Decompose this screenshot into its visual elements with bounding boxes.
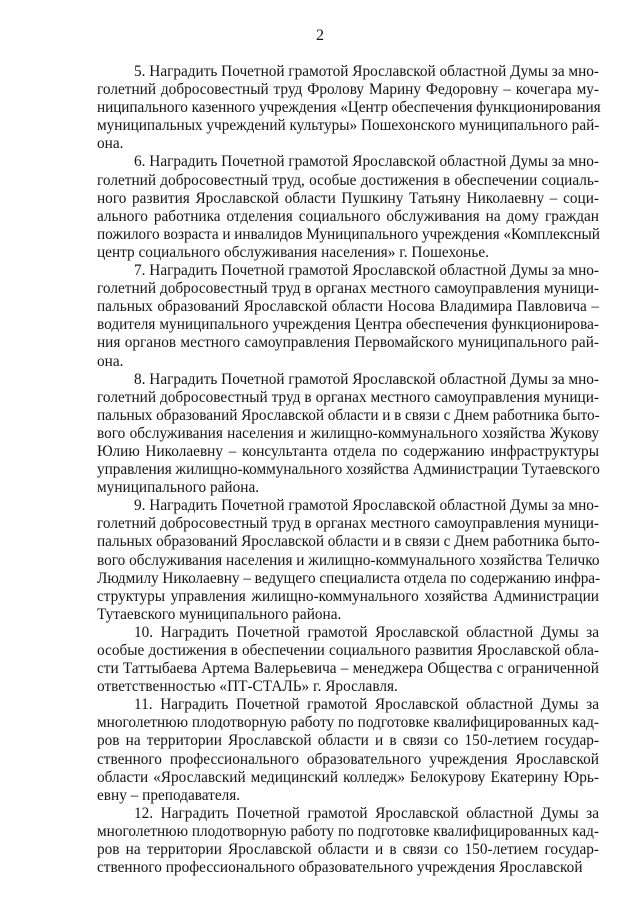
text-line: 7. Наградить Почетной грамотой Ярославской областной Думы за мно- [134, 262, 599, 280]
text-line: ального работника отделения социального обслуживания на дому граждан [97, 207, 599, 225]
text-line: управления жилищно-коммунального хозяйства Администрации Тутаевского [97, 461, 600, 479]
text-line: вого обслуживания населения и жилищно-коммунального хозяйства Жукову [97, 424, 599, 442]
paragraph [97, 262, 599, 371]
text-line: сти Таттыбаева Артема Валерьевича – менеджера Общества с ограниченной [97, 660, 599, 678]
text-line: многолетнюю плодотворную работу по подготовке квалифицированных кад- [97, 822, 599, 840]
paragraph [97, 371, 599, 498]
text-line: 12. Наградить Почетной грамотой Ярославской областной Думы за [134, 804, 599, 822]
text-line: голетний добросовестный труд в органах местного самоуправления муници- [97, 280, 599, 298]
text-line: голетний добросовестный труд Фролову Марину Федоровну – кочегара му- [97, 81, 599, 99]
text-line: 10. Наградить Почетной грамотой Ярославской областной Думы за [134, 623, 599, 641]
text-line: 9. Наградить Почетной грамотой Ярославской областной Думы за мно- [134, 497, 599, 515]
text-line: центр социального обслуживания населения» г. Пошехонье. [97, 243, 489, 261]
text-line: вого обслуживания населения и жилищно-коммунального хозяйства Теличко [97, 551, 600, 569]
text-line: пальных образований Ярославской области Носова Владимира Павловича – [97, 298, 599, 316]
text-line: Юлию Николаевну – консультанта отдела по содержанию инфраструктуры [97, 442, 599, 460]
text-line: ственного профессионального образовательного учреждения Ярославской [97, 859, 583, 877]
text-line: Людмилу Николаевну – ведущего специалиста отдела по содержанию инфра- [97, 569, 601, 587]
text-line: ния органов местного самоуправления Первомайского муниципального рай- [97, 334, 599, 352]
text-line: ного развития Ярославской области Пушкину Татьяну Николаевну – соци- [97, 189, 599, 207]
text-line: водителя муниципального учреждения Центра обеспечения функционирова- [97, 316, 599, 334]
text-line: муниципальных учреждений культуры» Пошехонского муниципального рай- [97, 117, 600, 135]
text-line: структуры управления жилищно-коммунального хозяйства Администрации [97, 587, 599, 605]
text-line: ниципального казенного учреждения «Центр обеспечения функционирования [97, 99, 601, 117]
text-line: 11. Наградить Почетной грамотой Ярославской областной Думы за [134, 696, 599, 714]
text-line: пальных образований Ярославской области и в связи с Днем работника быто- [97, 533, 600, 551]
page-number: 2 [316, 27, 324, 44]
text-line: она. [97, 135, 124, 153]
text-line: ответственностью «ПТ-СТАЛЬ» г. Ярославля. [97, 678, 398, 696]
document-body [97, 63, 599, 877]
text-line: голетний добросовестный труд, особые достижения в обеспечении социаль- [97, 171, 599, 189]
paragraph [97, 497, 599, 624]
paragraph [97, 624, 599, 696]
paragraph [97, 63, 599, 153]
text-line: муниципального района. [97, 479, 260, 497]
paragraph [97, 153, 599, 262]
text-line: голетний добросовестный труд в органах местного самоуправления муници- [97, 515, 599, 533]
text-line: ственного профессионального образовательного учреждения Ярославской [97, 750, 599, 768]
text-line: евну – преподавателя. [97, 786, 241, 804]
text-line: голетний добросовестный труд в органах местного самоуправления муници- [97, 388, 599, 406]
paragraph [97, 805, 599, 877]
text-line: пальных образований Ярославской области и в связи с Днем работника быто- [97, 406, 600, 424]
text-line: ров на территории Ярославской области и в связи со 150-летием государ- [97, 841, 599, 859]
text-line: 8. Наградить Почетной грамотой Ярославской областной Думы за мно- [134, 370, 599, 388]
text-line: ров на территории Ярославской области и в связи со 150-летием государ- [97, 732, 599, 750]
text-line: она. [97, 352, 124, 370]
text-line: особые достижения в обеспечении социального развития Ярославской обла- [97, 642, 599, 659]
text-line: многолетнюю плодотворную работу по подготовке квалифицированных кад- [97, 714, 599, 732]
paragraph [97, 696, 599, 805]
text-line: пожилого возраста и инвалидов Муниципального учреждения «Комплексный [97, 225, 600, 243]
text-line: Тутаевского муниципального района. [97, 605, 342, 623]
text-line: 6. Наградить Почетной грамотой Ярославской областной Думы за мно- [134, 153, 599, 171]
text-line: 5. Наградить Почетной грамотой Ярославской областной Думы за мно- [134, 63, 599, 80]
text-line: области «Ярославский медицинский колледж» Белокурову Екатерину Юрь- [97, 768, 599, 786]
